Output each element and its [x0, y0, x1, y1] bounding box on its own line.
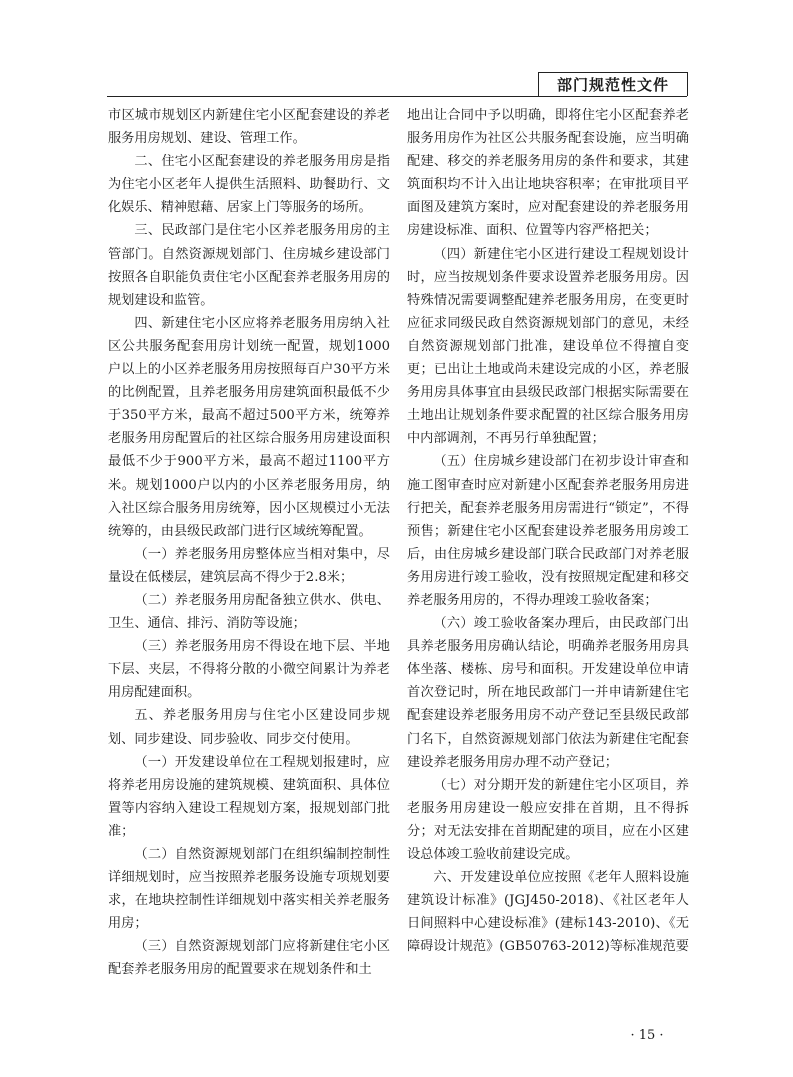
paragraph-article-5-item-6: （六）竣工验收备案办理后，由民政部门出具养老服务用房确认结论，明确养老服务用房具体坐落、楼栋、房号和面积。开发建设单位申请首次登记时，所在地民政部门一并申请新建住宅配套建设养老服务用房不动产登记至县级民政部门名下，自然资源规划部门依法为新建住宅配套建设养老服务用房办理不动产登记；	[407, 616, 689, 770]
paragraph-article-2: 二、住宅小区配套建设的养老服务用房是指为住宅小区老年人提供生活照料、助餐助行、文化娱乐、精神慰藉、居家上门等服务的场所。	[108, 154, 390, 216]
paragraph-article-5-item-2: （二）自然资源规划部门在组织编制控制性详细规划时，应当按照养老服务设施专项规划要求，在地块控制性详细规划中落实相关养老服务用房；	[108, 847, 390, 932]
paragraph-continued: 市区城市规划区内新建住宅小区配套建设的养老服务用房规划、建设、管理工作。	[108, 108, 390, 147]
paragraph-article-4-item-3: （三）养老服务用房不得设在地下层、半地下层、夹层，不得将分散的小微空间累计为养老用房配建面积。	[108, 639, 390, 701]
paragraph-article-4-item-1: （一）养老服务用房整体应当相对集中，尽量设在低楼层，建筑层高不得少于2.8米；	[108, 546, 390, 585]
header-rule	[107, 96, 687, 97]
section-tag: 部门规范性文件	[538, 72, 688, 96]
paragraph-article-3: 三、民政部门是住宅小区养老服务用房的主管部门。自然资源规划部门、住房城乡建设部门按照各自职能负责住宅小区配套养老服务用房的规划建设和监管。	[108, 223, 390, 308]
left-column	[108, 104, 390, 982]
paragraph-article-5-item-7: （七）对分期开发的新建住宅小区项目，养老服务用房建设一般应安排在首期，且不得拆分；对无法安排在首期配建的项目，应在小区建设总体竣工验收前建设完成。	[407, 777, 689, 862]
paragraph-article-5-item-3: （三）自然资源规划部门应将新建住宅小区配套养老服务用房的配置要求在规划条件和土	[108, 939, 390, 978]
paragraph-article-4: 四、新建住宅小区应将养老服务用房纳入社区公共服务配套用房计划统一配置，规划1000户以上的小区养老服务用房按照每百户30平方米的比例配置，且养老服务用房建筑面积最低不少于350平方米，最高不超过500平方米，统筹养老服务用房配置后的社区综合服务用房建设面积最低不少于900平方米，最高不超过1100平方米。规划1000户以内的小区养老服务用房，纳入社区综合服务用房统筹，因小区规模过小无法统筹的，由县级民政部门进行区域统筹配置。	[108, 315, 390, 539]
paragraph-article-5-item-5: （五）住房城乡建设部门在初步设计审查和施工图审查时应对新建小区配套养老服务用房进行把关，配套养老服务用房需进行“锁定”，不得预售；新建住宅小区配套建设养老服务用房竣工后，由住房城乡建设部门联合民政部门对养老服务用房进行竣工验收，没有按照规定配建和移交养老服务用房的，不得办理竣工验收备案；	[407, 454, 689, 608]
paragraph-article-4-item-2: （二）养老服务用房配备独立供水、供电、卫生、通信、排污、消防等设施；	[108, 592, 390, 632]
paragraph-continued-right: 地出让合同中予以明确，即将住宅小区配套养老服务用房作为社区公共服务配套设施，应当明确配建、移交的养老服务用房的条件和要求，其建筑面积均不计入出让地块容积率；在审批项目平面图及建筑方案时，应对配套建设的养老服务用房建设标准、面积、位置等内容严格把关；	[407, 108, 689, 239]
paragraph-article-5: 五、养老服务用房与住宅小区建设同步规划、同步建设、同步验收、同步交付使用。	[108, 708, 390, 747]
paragraph-article-5-item-1: （一）开发建设单位在工程规划报建时，应将养老用房设施的建筑规模、建筑面积、具体位置等内容纳入建设工程规划方案，报规划部门批准；	[108, 754, 390, 839]
paragraph-article-6: 六、开发建设单位应按照《老年人照料设施建筑设计标准》(JGJ450-2018)、《社区老年人日间照料中心建设标准》(建标143-2010)、《无障碍设计规范》(GB50763-2012)等标准规范要	[407, 870, 689, 955]
paragraph-article-5-item-4: （四）新建住宅小区进行建设工程规划设计时，应当按规划条件要求设置养老服务用房。因特殊情况需要调整配建养老服务用房，在变更时应征求同级民政自然资源规划部门的意见，未经自然资源规划部门批准，建设单位不得擅自变更；已出让土地或尚未建设完成的小区，养老服务用房具体事宜由县级民政部门根据实际需要在土地出让规划条件要求配置的社区综合服务用房中内部调剂，不再另行单独配置；	[407, 246, 689, 447]
right-column	[407, 104, 689, 958]
page-number: · 15 ·	[630, 1028, 664, 1043]
